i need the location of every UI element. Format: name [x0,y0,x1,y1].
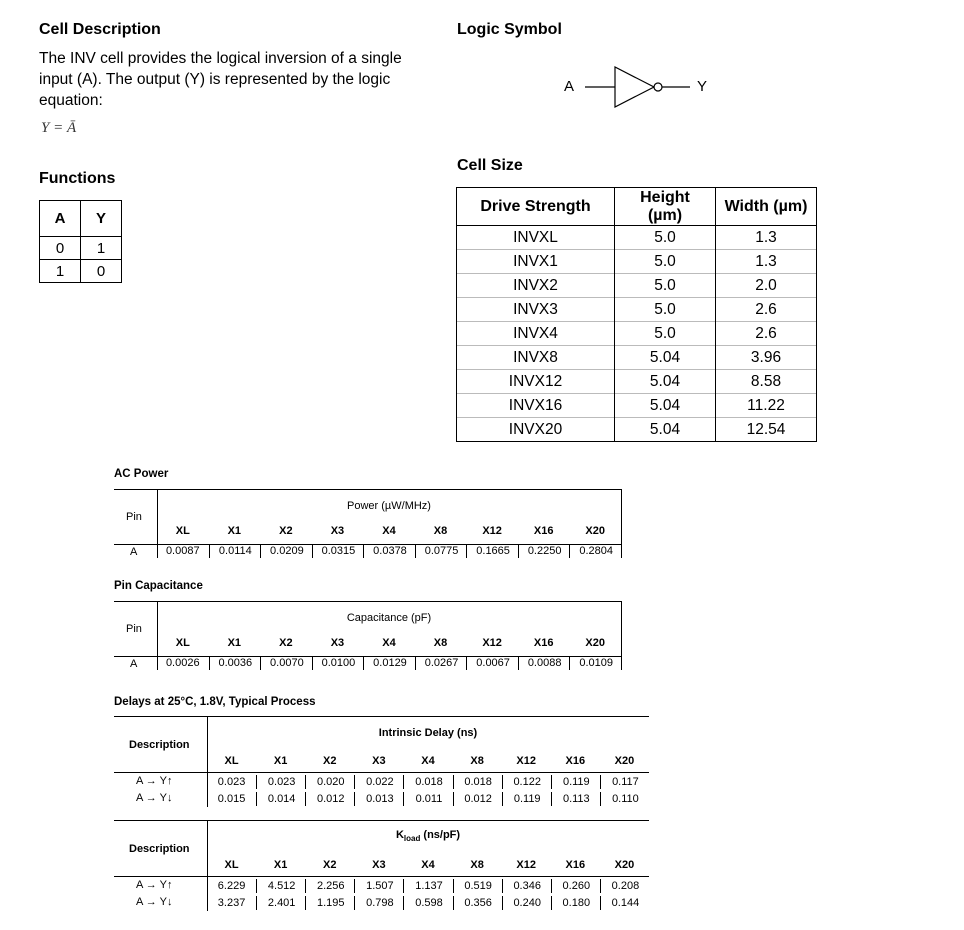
column-header: X20 [614,859,635,871]
table-row [457,322,817,346]
cell-size-cell: 1.3 [716,250,817,274]
column-header: X8 [470,859,484,871]
cell-size-cell: 3.96 [716,346,817,370]
delay-value: 0.023 [256,775,306,789]
table-row [114,877,649,894]
column-header: X20 [585,525,605,537]
kload-group-header: $K_{load}$ (ns/pF) [395,829,461,844]
delay-value: 1.507 [354,879,404,893]
truth-header-a: A [40,201,81,237]
cell-size-cell: 5.0 [615,274,716,298]
delay-value: 0.110 [600,792,650,806]
delay-value: 0.013 [354,792,404,806]
column-header: X1 [273,755,288,767]
truth-cell: 0 [40,237,81,260]
column-header: X12 [516,755,536,767]
column-header: X16 [565,755,586,767]
delay-value: 0.014 [256,792,306,806]
column-header: X20 [614,755,635,767]
table-row [457,274,817,298]
table-row [40,237,122,260]
inverter-symbol-icon [580,62,695,112]
pin-header: Pin [126,623,142,635]
delay-value: 0.023 [217,776,246,788]
kload-table [114,820,649,911]
delay-value: 2.401 [256,896,306,910]
table-row [457,298,817,322]
truth-cell: 1 [40,260,81,283]
column-header: X4 [382,637,396,649]
column-header: X4 [421,755,435,767]
power-value: 0.2250 [518,545,571,558]
delay-value: 0.012 [305,792,355,806]
cell-size-header: Height (µm) [615,188,716,226]
delay-description: A → Y↓ [136,896,173,908]
delay-value: 0.018 [453,775,503,789]
table-row [40,260,122,283]
power-value: 0.0315 [312,545,365,558]
delay-value: 1.137 [403,879,453,893]
functions-heading: Functions [39,170,116,187]
delay-value: 0.022 [354,775,404,789]
power-value: 0.0378 [363,545,416,558]
column-header: X2 [323,859,337,871]
pin-capacitance-table [114,601,622,670]
power-value: 0.2804 [569,545,622,558]
column-header: XL [224,755,239,767]
table-row [457,418,817,442]
table-row [457,226,817,250]
delay-value: 0.119 [551,775,601,789]
logic-equation: Y = Ā [41,120,77,136]
cell-size-cell: 5.04 [615,370,716,394]
power-value: 0.0087 [165,545,200,557]
delay-value: 3.237 [217,897,246,909]
cell-size-cell: INVX1 [457,250,615,274]
column-header: X12 [482,637,502,649]
truth-cell: 0 [81,260,122,283]
delay-description: A → Y↓ [136,792,173,804]
cell-size-cell: 1.3 [716,226,817,250]
table-row [457,394,817,418]
cell-description-text: The INV cell provides the logical inversion of a single input (A). The output (Y) is represented by the logic equation: [39,50,402,109]
delay-value: 0.180 [551,896,601,910]
delay-value: 2.256 [305,879,355,893]
description-header: Description [129,739,190,751]
column-header: X1 [227,637,242,649]
intrinsic-delay-table [114,716,649,807]
delays-title: Delays at 25°C, 1.8V, Typical Process [114,696,316,708]
description-header: Description [129,843,190,855]
logic-symbol-heading: Logic Symbol [457,21,562,38]
column-header: X12 [482,525,502,537]
column-header: X16 [533,525,554,537]
column-header: XL [175,637,190,649]
capacitance-group-header: Capacitance (pF) [346,612,432,624]
pin-a-label: A [130,658,138,670]
column-header: XL [224,859,239,871]
delay-value: 0.122 [502,775,552,789]
cell-size-cell: INVXL [457,226,615,250]
column-header: X16 [565,859,586,871]
delay-description: A → Y↑ [136,879,173,891]
capacitance-value: 0.0129 [363,657,416,670]
column-header: X2 [323,755,337,767]
cell-description-heading: Cell Description [39,21,161,38]
table-row [114,773,649,790]
delay-value: 0.260 [551,879,601,893]
cell-size-cell: INVX4 [457,322,615,346]
delay-value: 0.117 [600,775,650,789]
cell-size-header: Width (µm) [716,188,817,226]
column-header: X2 [279,525,293,537]
cell-size-cell: 12.54 [716,418,817,442]
symbol-output-label: Y [697,78,708,95]
symbol-input-label: A [564,78,575,95]
table-row [114,894,649,911]
column-header: X1 [273,859,288,871]
cell-size-heading: Cell Size [457,157,523,174]
delay-value: 0.519 [453,879,503,893]
cell-size-cell: INVX16 [457,394,615,418]
delay-value: 0.119 [502,792,552,806]
ac-power-title: AC Power [114,468,169,480]
table-row [457,370,817,394]
cell-size-cell: 11.22 [716,394,817,418]
cell-size-cell: 5.04 [615,346,716,370]
delay-value: 1.195 [305,896,355,910]
column-header: X8 [433,637,448,649]
column-header: X3 [372,859,386,871]
column-header: X12 [516,859,536,871]
truth-cell: 1 [81,237,122,260]
column-header: X16 [533,637,554,649]
power-value: 0.0114 [209,545,262,558]
delay-value: 0.598 [403,896,453,910]
column-header: XL [175,525,190,537]
delay-value: 0.011 [403,792,453,806]
delay-value: 0.240 [502,896,552,910]
truth-table [39,200,122,283]
column-header: X3 [372,755,386,767]
ac-power-table [114,489,622,558]
column-header: X3 [330,525,345,537]
pin-header: Pin [126,511,142,523]
cell-size-cell: INVX12 [457,370,615,394]
power-value: 0.0209 [260,545,313,558]
delay-value: 0.018 [403,775,453,789]
cell-size-cell: 2.6 [716,322,817,346]
cell-size-cell: 5.0 [615,322,716,346]
cell-size-cell: INVX2 [457,274,615,298]
cell-size-cell: 5.0 [615,226,716,250]
delay-value: 6.229 [217,880,246,892]
delay-value: 0.798 [354,896,404,910]
delay-value: 0.208 [600,879,650,893]
cell-size-cell: 5.0 [615,250,716,274]
column-header: X2 [279,637,293,649]
cell-size-cell: 2.0 [716,274,817,298]
delay-value: 4.512 [256,879,306,893]
column-header: X20 [585,637,605,649]
delay-value: 0.113 [551,792,601,806]
delay-value: 0.356 [453,896,503,910]
cell-size-cell: 5.04 [615,394,716,418]
power-group-header: Power (µW/MHz) [347,500,431,512]
intrinsic-group-header: Intrinsic Delay (ns) [378,727,478,739]
capacitance-value: 0.0088 [518,657,571,670]
cell-size-cell: INVX3 [457,298,615,322]
capacitance-value: 0.0100 [312,657,365,670]
cell-size-cell: 5.04 [615,418,716,442]
delay-value: 0.015 [217,793,246,805]
table-row [457,250,817,274]
cell-size-cell: 2.6 [716,298,817,322]
delay-description: A → Y↑ [136,775,173,787]
cell-size-cell: 8.58 [716,370,817,394]
delay-value: 0.144 [600,896,650,910]
power-value: 0.1665 [466,545,519,558]
pin-capacitance-title: Pin Capacitance [114,580,203,592]
capacitance-value: 0.0036 [209,657,262,670]
pin-a-label: A [130,546,138,558]
column-header: X4 [421,859,435,871]
column-header: X8 [433,525,448,537]
truth-header-y: Y [81,201,122,237]
cell-size-table [456,187,817,442]
column-header: X8 [470,755,484,767]
capacitance-value: 0.0067 [466,657,519,670]
cell-size-cell: INVX20 [457,418,615,442]
delay-value: 0.020 [305,775,355,789]
capacitance-value: 0.0109 [569,657,622,670]
column-header: X4 [382,525,396,537]
cell-size-cell: INVX8 [457,346,615,370]
capacitance-value: 0.0026 [165,657,200,669]
column-header: X3 [330,637,345,649]
power-value: 0.0775 [415,545,468,558]
table-row [114,790,649,807]
delay-value: 0.012 [453,792,503,806]
cell-size-header: Drive Strength [457,188,615,226]
column-header: X1 [227,525,242,537]
capacitance-value: 0.0070 [260,657,313,670]
delay-value: 0.346 [502,879,552,893]
cell-size-cell: 5.0 [615,298,716,322]
capacitance-value: 0.0267 [415,657,468,670]
table-row [457,346,817,370]
